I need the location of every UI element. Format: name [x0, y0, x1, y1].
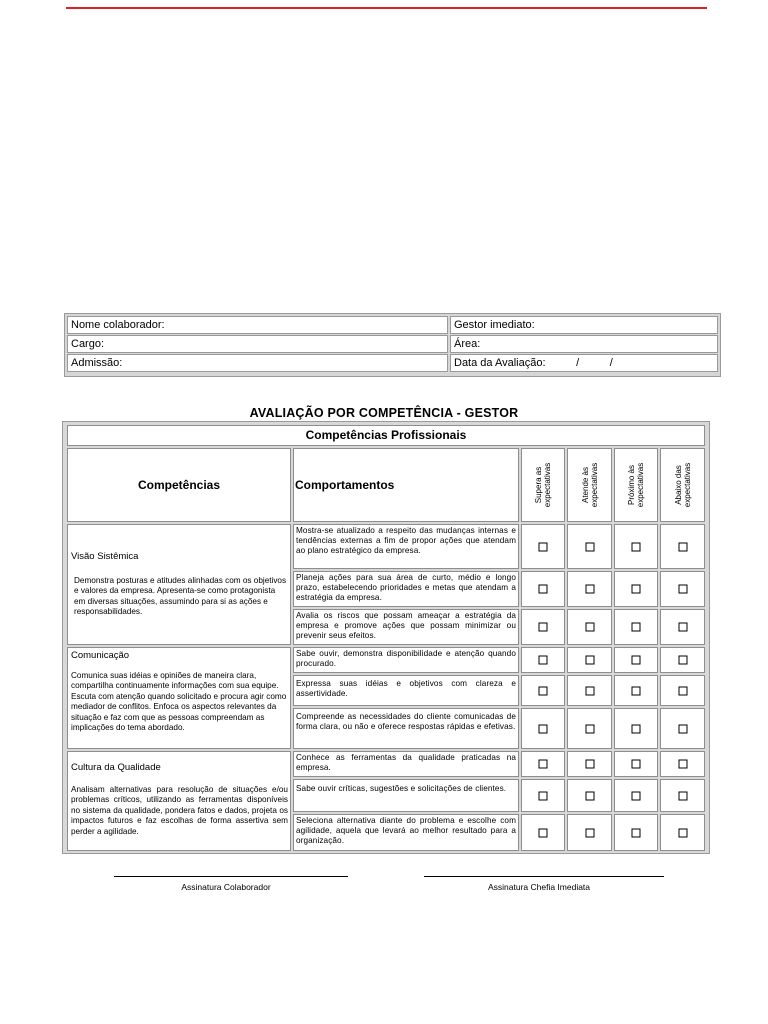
- rating-cell: [614, 814, 658, 851]
- admission-field[interactable]: Admissão:: [67, 354, 448, 372]
- rating-cell: [614, 751, 658, 777]
- rating-cell: [614, 647, 658, 673]
- signature-label-colaborador: Assinatura Colaborador: [181, 882, 271, 892]
- competency-name: Visão Sistêmica: [71, 551, 139, 562]
- header-red-rule: [66, 7, 707, 9]
- rating-checkbox-proximo[interactable]: [632, 623, 641, 632]
- rating-checkbox-atende[interactable]: [585, 760, 594, 769]
- rating-checkbox-supera[interactable]: [539, 686, 548, 695]
- signature-line-colaborador: [114, 876, 348, 877]
- rating-checkbox-proximo[interactable]: [632, 686, 641, 695]
- rating-cell: [567, 708, 612, 749]
- rating-cell: [660, 571, 705, 607]
- rating-cell: [660, 675, 705, 706]
- competency-visao-sistemica: [67, 524, 291, 645]
- rating-checkbox-supera[interactable]: [539, 585, 548, 594]
- section-title-text: Competências Profissionais: [305, 428, 467, 442]
- rating-cell: [521, 751, 565, 777]
- header-comportamentos: [293, 448, 519, 522]
- section-title: [67, 425, 705, 446]
- rating-checkbox-abaixo[interactable]: [678, 760, 687, 769]
- competency-name: Comunicação: [71, 650, 130, 661]
- signature-label-chefia: Assinatura Chefia Imediata: [487, 882, 591, 892]
- header-competencias-text: Competências: [137, 478, 221, 492]
- rating-checkbox-atende[interactable]: [585, 724, 594, 733]
- signature-line-chefia: [424, 876, 664, 877]
- behavior-row: Expressa suas idéias e objetivos com clareza e assertividade.: [293, 675, 519, 706]
- area-field[interactable]: Área:: [450, 335, 718, 353]
- rating-checkbox-abaixo[interactable]: [678, 791, 687, 800]
- competency-description: Comunica suas idéias e opiniões de maneira clara, compartilha continuamente informações com sua equipe. Escuta com atenção quando solicitado e procura agir como mediador de conflitos. Enfoca os aspectos relevantes da situação e faz com que as pessoas compreendam as implicações do tema abordado.: [71, 671, 287, 733]
- behavior-row: Mostra-se atualizado a respeito das mudanças internas e tendências externas a fim de propor ações que atendam ao plano estratégico da empresa.: [293, 524, 519, 569]
- rating-cell: [567, 524, 612, 569]
- rating-cell: [567, 779, 612, 812]
- rating-checkbox-atende[interactable]: [585, 828, 594, 837]
- competency-description: Analisam alternativas para resolução de situações e/ou problemas críticos, utilizando as ferramentas disponíveis no sistema da qualidade, pondera fatos e dados, projeta os impactos futuros e faz escolhas de forma assertiva sem perder a agilidade.: [71, 785, 288, 836]
- rating-cell: [521, 779, 565, 812]
- rating-cell: [614, 675, 658, 706]
- behavior-row: Seleciona alternativa diante do problema e escolhe com agilidade, aquela que levará ao melhor resultado para a organização.: [293, 814, 519, 851]
- rating-checkbox-supera[interactable]: [539, 542, 548, 551]
- rating-checkbox-atende[interactable]: [585, 791, 594, 800]
- rating-checkbox-atende[interactable]: [585, 542, 594, 551]
- rating-checkbox-atende[interactable]: [585, 656, 594, 665]
- rating-cell: [567, 571, 612, 607]
- rating-checkbox-supera[interactable]: [539, 623, 548, 632]
- rating-cell: [567, 647, 612, 673]
- rating-cell: [614, 779, 658, 812]
- rating-cell: [567, 675, 612, 706]
- header-competencias: [67, 448, 291, 522]
- rating-checkbox-proximo[interactable]: [632, 760, 641, 769]
- behavior-row: Planeja ações para sua área de curto, médio e longo prazo, estabelecendo prioridades e metas que atendam a estratégia da empresa.: [293, 571, 519, 607]
- rating-checkbox-abaixo[interactable]: [678, 686, 687, 695]
- behavior-row: Sabe ouvir críticas, sugestões e solicitações de clientes.: [293, 779, 519, 812]
- rating-checkbox-proximo[interactable]: [632, 585, 641, 594]
- rating-checkbox-supera[interactable]: [539, 656, 548, 665]
- rating-cell: [660, 524, 705, 569]
- rating-checkbox-abaixo[interactable]: [678, 585, 687, 594]
- rating-checkbox-proximo[interactable]: [632, 656, 641, 665]
- competency-cultura-qualidade: [67, 751, 291, 851]
- rating-cell: [614, 708, 658, 749]
- rating-cell: [660, 751, 705, 777]
- rating-cell: [567, 609, 612, 645]
- rating-cell: [660, 779, 705, 812]
- rating-cell: [521, 524, 565, 569]
- rating-cell: [567, 814, 612, 851]
- rating-checkbox-abaixo[interactable]: [678, 623, 687, 632]
- competency-description: Demonstra posturas e atitudes alinhadas com os objetivos e valores da empresa. Apresenta-se como protagonista em diversas situações, assumindo para si as ações e responsabilidades.: [74, 576, 287, 617]
- rating-cell: [614, 609, 658, 645]
- employee-name-field[interactable]: Nome colaborador:: [67, 316, 448, 334]
- rating-checkbox-supera[interactable]: [539, 828, 548, 837]
- rating-cell: [521, 675, 565, 706]
- rating-cell: [521, 814, 565, 851]
- rating-cell: [660, 609, 705, 645]
- rating-cell: [660, 814, 705, 851]
- rating-cell: [521, 647, 565, 673]
- rating-cell: [660, 708, 705, 749]
- behavior-row: Avalia os riscos que possam ameaçar a estratégia da empresa e promove ações que possam minimizar ou prevenir seus efeitos.: [293, 609, 519, 645]
- rating-cell: [614, 524, 658, 569]
- header-rating-proximo: Próximo às expectativas: [614, 448, 658, 522]
- rating-cell: [567, 751, 612, 777]
- competency-name: Cultura da Qualidade: [71, 762, 161, 773]
- manager-field[interactable]: Gestor imediato:: [450, 316, 718, 334]
- rating-checkbox-proximo[interactable]: [632, 828, 641, 837]
- rating-checkbox-atende[interactable]: [585, 623, 594, 632]
- rating-checkbox-supera[interactable]: [539, 724, 548, 733]
- rating-checkbox-abaixo[interactable]: [678, 542, 687, 551]
- rating-cell: [521, 571, 565, 607]
- header-rating-supera: Supera as expectativas: [521, 448, 565, 522]
- rating-cell: [614, 571, 658, 607]
- evaluation-table: [62, 421, 710, 854]
- rating-checkbox-abaixo[interactable]: [678, 656, 687, 665]
- rating-checkbox-atende[interactable]: [585, 686, 594, 695]
- rating-cell: [521, 609, 565, 645]
- behavior-row: Compreende as necessidades do cliente comunicadas de forma clara, ou não e oferece respostas rápidas e efetivas.: [293, 708, 519, 749]
- rating-cell: [521, 708, 565, 749]
- rating-checkbox-proximo[interactable]: [632, 542, 641, 551]
- page-title: AVALIAÇÃO POR COMPETÊNCIA - GESTOR: [249, 406, 519, 420]
- behavior-row: Conhece as ferramentas da qualidade praticadas na empresa.: [293, 751, 519, 777]
- rating-checkbox-abaixo[interactable]: [678, 828, 687, 837]
- header-comportamentos-text: Comportamentos: [295, 478, 395, 492]
- header-rating-abaixo: Abaixo das expectativas: [660, 448, 705, 522]
- rating-checkbox-abaixo[interactable]: [678, 724, 687, 733]
- employee-info-table: [64, 313, 721, 377]
- behavior-row: Sabe ouvir, demonstra disponibilidade e atenção quando procurado.: [293, 647, 519, 673]
- header-rating-atende: Atende às expectativas: [567, 448, 612, 522]
- competency-comunicacao: [67, 647, 291, 749]
- rating-checkbox-supera[interactable]: [539, 760, 548, 769]
- rating-checkbox-proximo[interactable]: [632, 724, 641, 733]
- rating-checkbox-supera[interactable]: [539, 791, 548, 800]
- rating-checkbox-proximo[interactable]: [632, 791, 641, 800]
- evaluation-date-field[interactable]: Data da Avaliação: / /: [450, 354, 718, 372]
- rating-cell: [660, 647, 705, 673]
- position-field[interactable]: Cargo:: [67, 335, 448, 353]
- rating-checkbox-atende[interactable]: [585, 585, 594, 594]
